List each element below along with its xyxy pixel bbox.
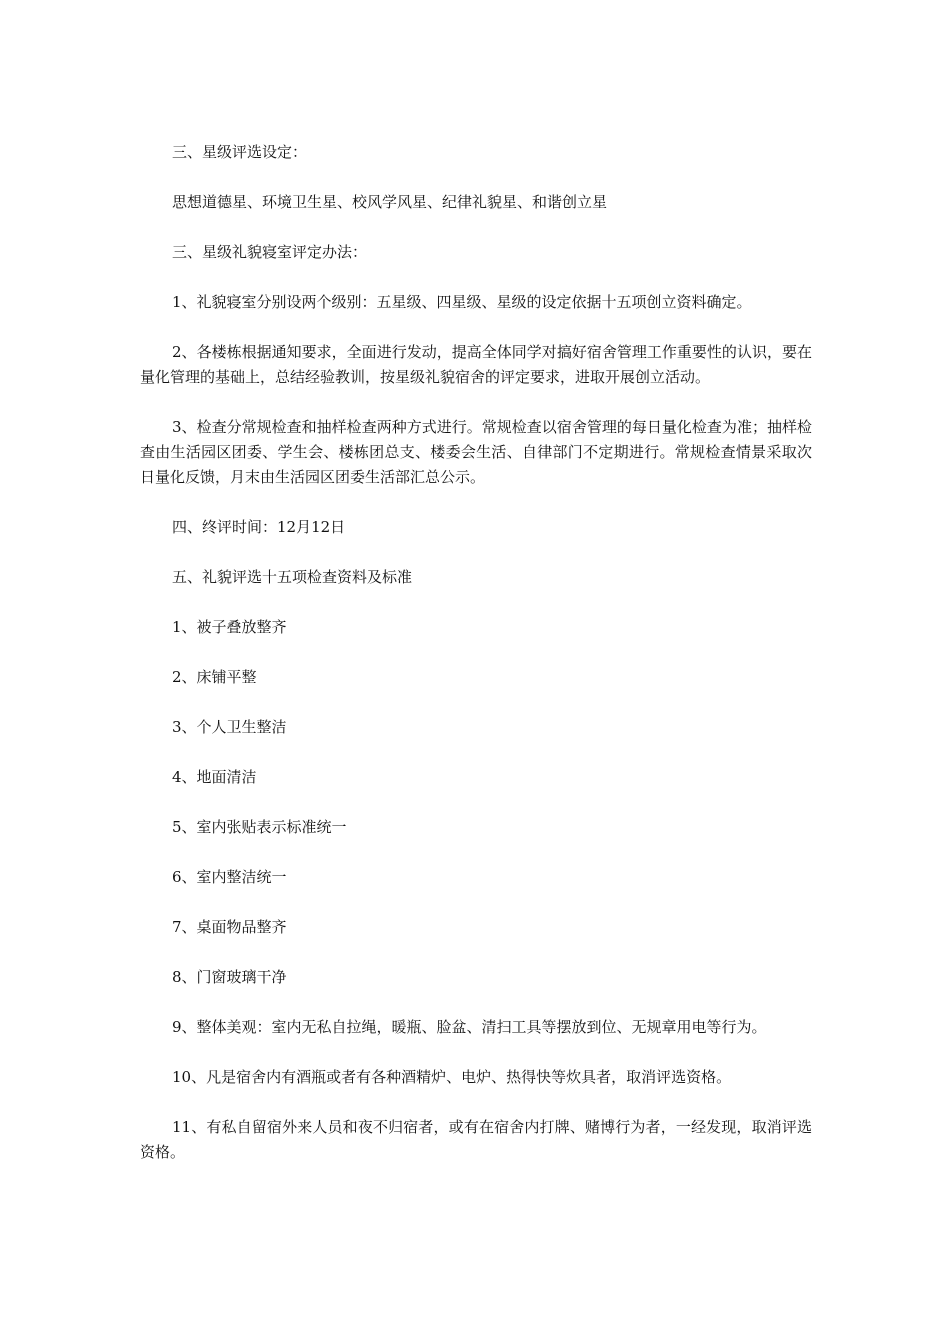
method-item-2: 2、各楼栋根据通知要求，全面进行发动，提高全体同学对搞好宿舍管理工作重要性的认识，要在量化管理的基础上，总结经验教训，按星级礼貌宿舍的评定要求，进取开展创立活动。 bbox=[140, 343, 812, 386]
document-body bbox=[140, 140, 812, 1190]
star-categories-text: 思想道德星、环境卫生星、校风学风星、纪律礼貌星、和谐创立星 bbox=[172, 193, 608, 211]
criteria-item-3: 3、个人卫生整洁 bbox=[172, 718, 287, 736]
criteria-item-4: 4、地面清洁 bbox=[172, 768, 257, 786]
method-item-3: 3、检查分常规检查和抽样检查两种方式进行。常规检查以宿舍管理的每日量化检查为准；抽样检查由生活园区团委、学生会、楼栋团总支、楼委会生活、自律部门不定期进行。常规检查情景采取次日量化反馈，月末由生活园区团委生活部汇总公示。 bbox=[140, 418, 812, 486]
section-heading-final-date: 四、终评时间：12月12日 bbox=[172, 518, 346, 536]
criteria-item-8: 8、门窗玻璃干净 bbox=[172, 968, 287, 986]
section-heading-evaluation-method: 三、星级礼貌寝室评定办法： bbox=[172, 243, 368, 261]
criteria-item-1: 1、被子叠放整齐 bbox=[172, 618, 287, 636]
section-heading-star-categories: 三、星级评选设定： bbox=[172, 143, 308, 161]
criteria-item-11: 11、有私自留宿外来人员和夜不归宿者，或有在宿舍内打牌、赌博行为者，一经发现，取消评选资格。 bbox=[140, 1118, 812, 1161]
method-item-1: 1、礼貌寝室分别设两个级别：五星级、四星级、星级的设定依据十五项创立资料确定。 bbox=[172, 293, 752, 311]
criteria-item-7: 7、桌面物品整齐 bbox=[172, 918, 287, 936]
criteria-item-5: 5、室内张贴表示标准统一 bbox=[172, 818, 347, 836]
section-heading-criteria: 五、礼貌评选十五项检查资料及标准 bbox=[172, 568, 413, 586]
criteria-item-10: 10、凡是宿舍内有酒瓶或者有各种酒精炉、电炉、热得快等炊具者，取消评选资格。 bbox=[172, 1068, 732, 1086]
criteria-item-9: 9、整体美观：室内无私自拉绳，暖瓶、脸盆、清扫工具等摆放到位、无规章用电等行为。 bbox=[172, 1018, 767, 1036]
criteria-item-2: 2、床铺平整 bbox=[172, 668, 257, 686]
criteria-item-6: 6、室内整洁统一 bbox=[172, 868, 287, 886]
